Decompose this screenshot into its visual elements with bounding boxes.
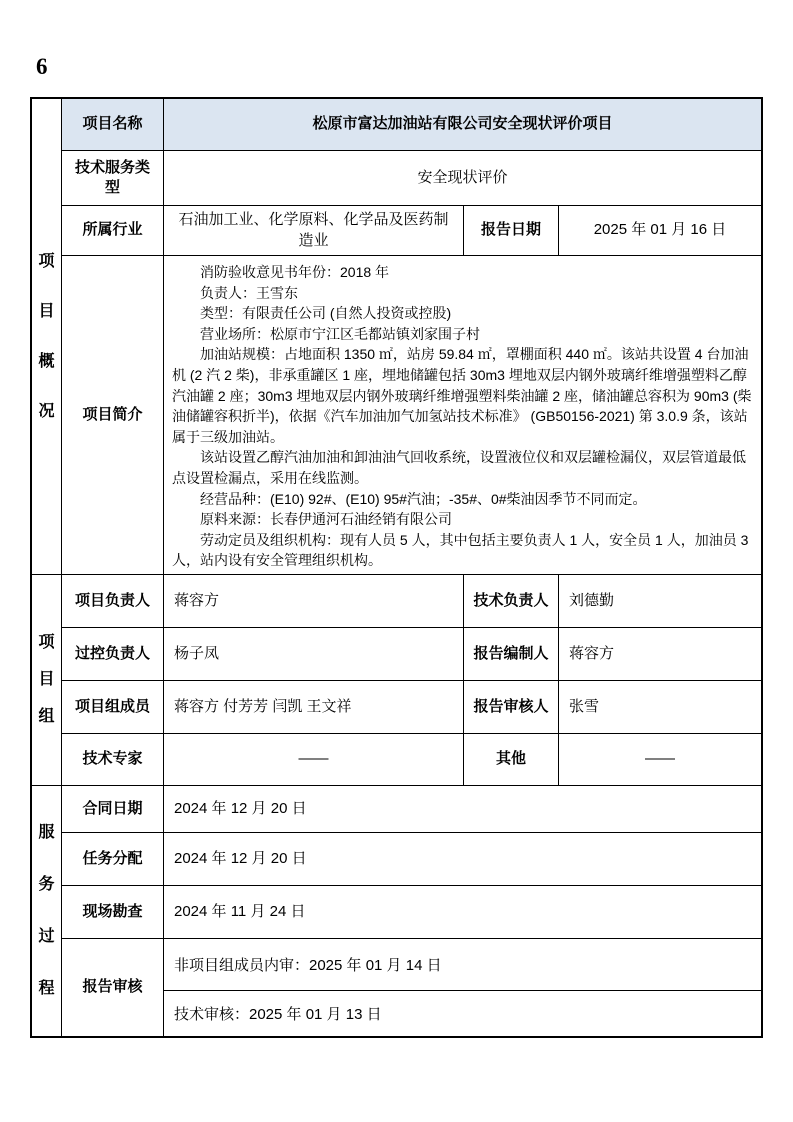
project-leader-label: 项目负责人 [62, 575, 164, 627]
section-label-project-team: 项 目 组 [32, 575, 62, 785]
project-name-value: 松原市富达加油站有限公司安全现状评价项目 [312, 115, 613, 133]
report-writer-value: 蒋容方 [569, 644, 615, 662]
section-project-team [32, 575, 761, 786]
team-body [62, 575, 761, 785]
summary-paragraph: 消防验收意见书年份：2018 年 [200, 264, 390, 280]
process-row [62, 833, 761, 886]
project-name-label: 项目名称 [62, 99, 164, 150]
team-row [62, 628, 761, 681]
report-reviewer-label: 报告审核人 [464, 681, 559, 733]
section-label-project-overview: 项 目 概 况 [32, 99, 62, 574]
other-label: 其他 [464, 734, 559, 785]
report-reviewer-value: 张雪 [569, 697, 600, 715]
report-review-label: 报告审核 [62, 939, 164, 1036]
industry-label: 所属行业 [62, 206, 164, 255]
industry-value: 石油加工业、化学原料、化学品及医药制造业 [164, 206, 464, 255]
tech-expert-label: 技术专家 [62, 734, 164, 785]
internal-review-value: 非项目组成员内审：2025 年 01 月 14 日 [164, 939, 761, 991]
report-date-label: 报告日期 [464, 206, 559, 255]
process-control-label: 过控负责人 [62, 628, 164, 680]
report-writer-label: 报告编制人 [464, 628, 559, 680]
project-info-table [30, 97, 763, 1038]
process-row [62, 886, 761, 939]
tech-leader-value: 刘德勤 [569, 591, 615, 609]
summary-paragraph: 类型：有限责任公司 (自然人投资或控股) [200, 305, 452, 322]
summary-paragraph: 该站设置乙醇汽油加油和卸油油气回收系统，设置液位仪和双层罐检漏仪，双层管道最低点设置检漏点，采用在线监测。 [172, 449, 746, 486]
summary-paragraph: 原料来源：长春伊通河石油经销有限公司 [200, 511, 452, 528]
task-assignment-label: 任务分配 [62, 833, 164, 885]
overview-body [62, 99, 761, 574]
task-assignment-value: 2024 年 12 月 20 日 [174, 849, 307, 867]
report-date-value: 2025 年 01 月 16 日 [593, 221, 727, 239]
tech-leader-label: 技术负责人 [464, 575, 559, 627]
team-row [62, 681, 761, 734]
other-value: —— [645, 750, 675, 768]
summary-paragraph: 负责人：王雪东 [200, 284, 298, 301]
team-row [62, 575, 761, 628]
team-members-label: 项目组成员 [62, 681, 164, 733]
industry-row [62, 206, 761, 256]
summary-paragraph: 加油站规模：占地面积 1350 ㎡，站房 59.84 ㎡，罩棚面积 440 ㎡。该站共设置 4 台加油机 (2 汽 2 柴)，非承重罐区 1 座，埋地储罐包括 30m3 埋地双层内钢外玻璃纤维增强塑料乙醇汽油罐 2 座；30m3 埋地双层内钢外玻璃纤维增强塑料柴油罐 2 座，储油罐总容积为 90m3 (柴油储罐容积折半)，依据《汽车加油加气加氢站技术标准》 (GB50156-2021) 第 3.0.9 条，该站属于三级加油站。 [172, 346, 752, 445]
contract-date-value: 2024 年 12 月 20 日 [174, 799, 307, 817]
summary-label: 项目简介 [62, 256, 164, 574]
service-type-label: 技术服务类型 [62, 151, 164, 205]
summary-content [164, 256, 761, 574]
project-leader-value: 蒋容方 [164, 575, 464, 627]
summary-paragraph: 劳动定员及组织机构：现有人员 5 人，其中包括主要负责人 1 人，安全员 1 人，加油员 3 人，站内设有安全管理组织机构。 [172, 531, 749, 569]
section-service-process [32, 786, 761, 1036]
team-members-value: 蒋容方 付芳芳 闫凯 王文祥 [164, 681, 464, 733]
tech-expert-value: —— [164, 734, 464, 785]
section-project-overview [32, 99, 761, 575]
report-review-values [164, 939, 761, 1036]
page-number: 6 [36, 54, 48, 79]
summary-paragraph: 经营品种：(E10) 92#、(E10) 95#汽油；-35#、0#柴油因季节不同而定。 [200, 490, 647, 507]
site-survey-label: 现场勘查 [62, 886, 164, 938]
process-body [62, 786, 761, 1036]
service-type-row [62, 151, 761, 206]
team-row [62, 734, 761, 785]
site-survey-value: 2024 年 11 月 24 日 [174, 902, 306, 920]
summary-row [62, 256, 761, 574]
process-control-value: 杨子凤 [164, 628, 464, 680]
technical-review-value: 技术审核：2025 年 01 月 13 日 [174, 1006, 382, 1023]
report-review-row [62, 939, 761, 1036]
project-name-row [62, 99, 761, 151]
contract-date-label: 合同日期 [62, 786, 164, 832]
process-row [62, 786, 761, 833]
summary-paragraph: 营业场所：松原市宁江区毛都站镇刘家围子村 [200, 325, 480, 342]
service-type-value: 安全现状评价 [417, 168, 508, 186]
section-label-service-process: 服 务 过 程 [32, 786, 62, 1036]
